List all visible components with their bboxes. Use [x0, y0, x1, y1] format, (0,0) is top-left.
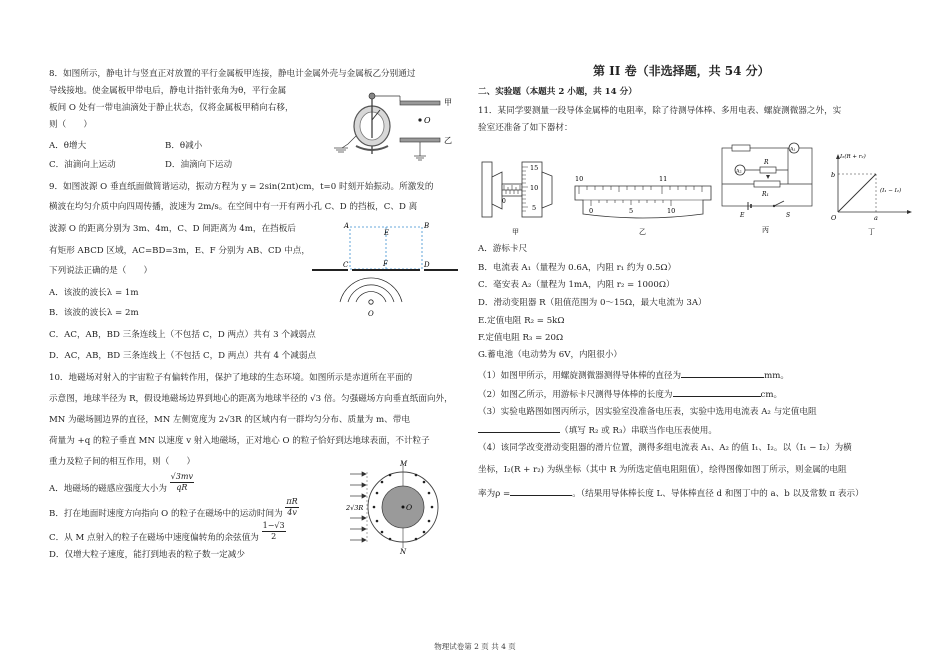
- q8-line3: 板间 O 处有一带电油滴处于静止状态，仅将金属板甲稍向右移，: [49, 103, 294, 113]
- q11-micrometer-figure: [480, 152, 565, 237]
- q11-fig-label-ding: 丁: [868, 228, 875, 236]
- q8-option-a: A．θ增大: [49, 141, 87, 151]
- q8-option-c: C．油滴向上运动: [49, 160, 116, 170]
- q11-sub3-text: （填写 R₂ 或 R₃）串联当作电压表使用。: [560, 426, 717, 436]
- q10-option-c-text: C．从 M 点射入的粒子在磁场中速度偏转角的余弦值为: [49, 533, 259, 543]
- q11-mic-zero: 0: [502, 198, 506, 205]
- q11-sub4-text-pre: 率为ρ =: [478, 489, 511, 499]
- q10-option-b: [49, 497, 299, 518]
- q11-sub1-text: （1）如图甲所示，用螺旋测微器测得导体棒的直径为: [478, 371, 682, 381]
- q11-circ-r1: R₁: [762, 191, 769, 198]
- q11-sub4-line2: 坐标，I₂(R + r₂) 为纵坐标（其中 R 为所选定值电阻阻值），绘得图像如图丁所示，则金属的电阻: [478, 465, 847, 475]
- q9-line3: 波源 O 的距离分别为 3m、4m，C、D 间距离为 4m，在挡板后: [49, 224, 296, 234]
- q8-line1: 8．如图所示，静电计与竖直正对放置的平行金属板甲连接，静电计金属外壳与金属板乙分别通过: [49, 69, 416, 79]
- q11-graph-xlabel: (I₁ − I₂): [880, 188, 902, 194]
- q11-sub4-text-post: 。（结果用导体棒长度 L、导体棒直径 d 和图丁中的 a、b 以及常数 π 表示）: [572, 489, 864, 499]
- q10-fig-label-m: M: [400, 460, 408, 468]
- q11-item-a: A．游标卡尺: [478, 244, 528, 254]
- q10-option-c-denominator: 2: [271, 532, 277, 541]
- q11-line1: 11．某同学要测量一段导体金属棒的电阻率，除了待测导体棒、多用电表、螺旋测微器之外，实: [478, 106, 842, 116]
- q10-fig-label-width: 2√3R: [346, 504, 364, 512]
- q8-option-b: B．θ减小: [165, 141, 203, 151]
- q11-cal-vernier-10: 10: [667, 207, 676, 215]
- q10-fig-label-n: N: [400, 548, 407, 556]
- q10-option-b-fraction: [285, 497, 298, 518]
- q11-item-d: D．滑动变阻器 R（阻值范围为 0～15Ω，最大电流为 3A）: [478, 298, 707, 308]
- q11-circ-a1: A₁: [790, 146, 796, 153]
- q9-wave-figure: [310, 222, 460, 322]
- q11-sub3-line1: （3）实验电路图如图丙所示，因实验室没准备电压表，实验中选用电流表 A₂ 与定值电阻: [478, 407, 817, 417]
- q10-option-c-fraction: [262, 521, 286, 542]
- q11-circ-s: S: [786, 212, 791, 219]
- q8-line4: 则（ ）: [49, 120, 92, 130]
- q8-option-d: D．油滴向下运动: [165, 160, 233, 170]
- q9-line2: 横波在均匀介质中向四周传播，波速为 2m/s。在空间中有一开有两小孔 C、D 的挡板，C、D 离: [49, 202, 418, 212]
- q11-fig-label-bing: 丙: [762, 226, 769, 234]
- q11-graph-ylabel: I₂(R + r₂): [840, 154, 866, 160]
- q10-option-d: D．仅增大粒子速度，能打到地表的粒子数一定减少: [49, 550, 245, 560]
- q10-option-a-numerator: √3mv: [170, 472, 193, 481]
- q11-cal-vernier-5: 5: [629, 207, 634, 215]
- q10-option-b-text: B．打在地面时速度方向指向 O 的粒子在磁场中的运动时间为: [49, 509, 283, 519]
- q9-fig-label-c: C: [343, 261, 349, 269]
- q9-option-d: D．AC，AB，BD 三条连线上（不包括 C，D 两点）共有 4 个减弱点: [49, 351, 317, 361]
- q10-option-a: [49, 472, 194, 493]
- q9-fig-label-e: E: [384, 229, 390, 237]
- q11-sub4-line3: [478, 487, 864, 500]
- q11-mic-tick-10: 10: [530, 184, 539, 192]
- q11-cal-vernier-0: 0: [589, 207, 594, 215]
- q8-line2: 导线接地。使金属板甲带电后，静电计指针张角为θ，平行金属: [49, 86, 287, 96]
- q11-graph-a: a: [874, 214, 878, 222]
- q11-sub2-text: （2）如图乙所示，用游标卡尺测得导体棒的长度为: [478, 390, 673, 400]
- q11-circ-e: E: [740, 212, 745, 219]
- q8-fig-label-yi: 乙: [444, 136, 452, 145]
- q9-fig-label-a: A: [344, 222, 350, 230]
- q11-item-e: E.定值电阻 R₂ = 5kΩ: [478, 316, 565, 326]
- q10-option-c: [49, 521, 286, 542]
- q9-option-a: A．该波的波长λ = 1m: [49, 288, 139, 298]
- q10-option-b-denominator: 4v: [287, 508, 297, 517]
- q11-sub3-answer-blank[interactable]: [478, 424, 560, 433]
- q11-item-f: F.定值电阻 R₃ = 20Ω: [478, 333, 564, 343]
- q11-caliper-figure: [573, 172, 713, 242]
- q11-item-b: B．电流表 A₁（量程为 0.6A，内阻 r₁ 约为 0.5Ω）: [478, 263, 677, 273]
- q9-fig-label-d: D: [424, 261, 430, 269]
- q8-fig-label-jia: 甲: [444, 98, 452, 107]
- q11-sub4-answer-blank[interactable]: [510, 487, 572, 496]
- q10-option-a-fraction: [170, 472, 194, 493]
- q8-fig-label-o: O: [424, 116, 431, 125]
- q11-sub1-answer-blank[interactable]: [681, 369, 764, 378]
- q10-magnetic-field-figure: [332, 460, 462, 555]
- q10-line3: MN 为磁场圆边界的直径，MN 左侧宽度为 2√3R 的区域内有一群均匀分布、质量为 m、带电: [49, 415, 410, 425]
- q11-cal-main-10: 10: [575, 175, 584, 183]
- q11-item-c: C．毫安表 A₂（量程为 1mA，内阻 r₂ = 1000Ω）: [478, 280, 675, 290]
- q10-fig-label-o: O: [406, 503, 413, 512]
- q9-fig-label-b: B: [424, 222, 430, 230]
- q11-sub3-line2: [478, 424, 717, 437]
- q9-option-c: C．AC，AB，BD 三条连线上（不包括 C，D 两点）共有 3 个减弱点: [49, 330, 316, 340]
- q11-sub2-answer-blank[interactable]: [673, 388, 761, 397]
- q9-option-b: B．该波的波长λ = 2m: [49, 308, 139, 318]
- q11-line2: 验室还准备了如下器材：: [478, 123, 573, 133]
- q11-graph-o: O: [831, 214, 837, 222]
- q11-sub1-unit: mm。: [764, 371, 790, 381]
- q9-fig-label-f: F: [383, 260, 388, 268]
- q11-fig-label-yi: 乙: [639, 228, 646, 236]
- q11-sub2: [478, 388, 782, 401]
- q10-line4: 荷量为 +q 的粒子垂直 MN 以速度 v 射入地磁场，正对地心 O 的粒子恰好到达地球表面，不计粒子: [49, 436, 430, 446]
- q10-option-a-text: A．地磁场的磁感应强度大小为: [49, 484, 167, 494]
- q10-line2: 示意图，地球半径为 R，假设地磁场边界到地心的距离为地球半径的 √3 倍。匀强磁场方向垂直纸面向外，: [49, 394, 453, 404]
- q11-mic-tick-15: 15: [530, 164, 539, 172]
- q11-graph-b: b: [831, 171, 836, 179]
- q9-fig-label-o: O: [368, 310, 374, 318]
- q10-option-b-numerator: πR: [286, 497, 298, 506]
- q11-circuit-figure: [718, 144, 818, 236]
- q11-sub4-line1: （4）该同学改变滑动变阻器的滑片位置，测得多组电流表 A₁、A₂ 的值 I₁、I₂。以（I₁ − I₂）为横: [478, 443, 852, 453]
- q11-circ-a2: A₂: [736, 168, 742, 175]
- q11-graph-figure: [828, 150, 916, 238]
- q11-mic-tick-5: 5: [532, 204, 537, 212]
- q11-fig-label-jia: 甲: [512, 228, 519, 236]
- q9-line1: 9．如图波源 O 垂直纸面做简谐运动，振动方程为 y = 2sin(2πt)cm，t=0 时刻开始振动。所激发的: [49, 182, 434, 192]
- page-footer: 物理试卷第 2 页 共 4 页: [434, 642, 516, 651]
- q9-line4: 有矩形 ABCD 区域，AC=BD=3m，E、F 分别为 AB、CD 中点，: [49, 246, 310, 256]
- q8-electrometer-figure: [330, 88, 465, 173]
- part2-title: 第 II 卷（非选择题，共 54 分）: [593, 64, 770, 78]
- q10-option-c-numerator: 1−√3: [262, 521, 285, 530]
- q10-line5: 重力及粒子间的相互作用，则（ ）: [49, 457, 196, 467]
- q10-line1: 10．地磁场对射入的宇宙粒子有偏转作用，保护了地球的生态环境。如图所示是赤道所在平面的: [49, 373, 413, 383]
- section-title: 二、实验题（本题共 2 小题，共 14 分）: [478, 87, 637, 97]
- q11-item-g: G.蓄电池（电动势为 6V，内阻很小）: [478, 350, 623, 360]
- q11-cal-main-11: 11: [659, 175, 668, 183]
- q11-circ-r: R: [764, 159, 769, 166]
- q11-sub2-unit: cm。: [760, 390, 783, 400]
- q11-sub1: [478, 369, 789, 382]
- q10-option-a-denominator: qR: [176, 483, 188, 492]
- q9-line5: 下列说法正确的是（ ）: [49, 266, 153, 276]
